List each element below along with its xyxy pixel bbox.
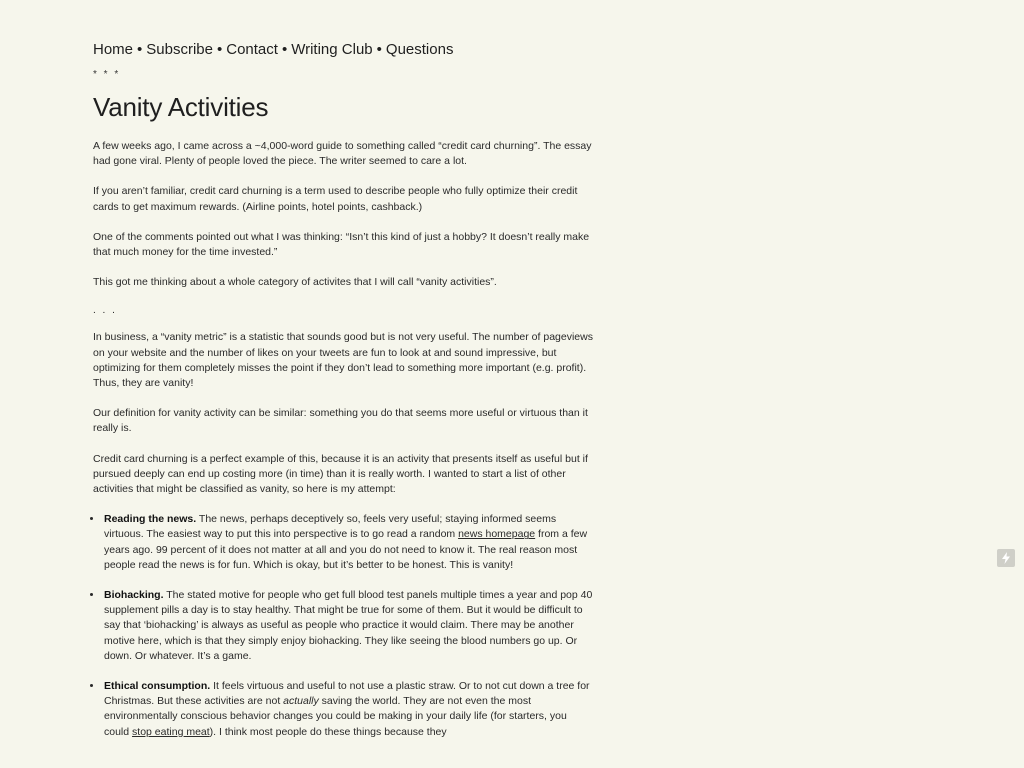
section-divider: * * * [93,69,121,80]
stop-eating-meat-link[interactable]: stop eating meat [132,725,210,738]
article-page [93,40,593,755]
list-item-text: from a few years ago. 99 percent of it does not matter at all and you do not need to know it. The real reason most people read the news is for fun. Which is okay, but it’s better to be honest. This is vanity! [104,528,588,571]
list-item-text: ). I think most people do these things because they [209,725,447,738]
list-item-text: saving the world. They are not even the most environmentally conscious behavior changes you could be making in your daily life (for starters, you could [104,695,567,738]
nav-separator: • [216,41,223,58]
list-item-title: Biohacking. [104,589,164,602]
nav-writing-club-link[interactable]: Writing Club [291,41,373,58]
emphasis-text: actually [283,695,319,708]
paragraph-churning-example: Credit card churning is a perfect example of this, because it is an activity that presents itself as useful but if pursued deeply can end up costing more (in time) than it is really worth. I wanted to start a list of other activities that might be classified as vanity, so here is my attempt: [93,452,588,496]
lightning-bolt-icon [1001,552,1011,564]
list-item-title: Reading the news. [104,513,197,526]
paragraph-definition: If you aren’t familiar, credit card churning is a term used to describe people who fully optimize their credit cards to get maximum rewards. (Airline points, hotel points, cashback.) [93,185,578,213]
top-nav [93,40,593,60]
list-item-text: The stated motive for people who get full blood test panels multiple times a year and pop 40 supplement pills a day is to stay healthy. That might be true for some of them. But it would be difficult to say that ‘biohacking’ is always as useful as people who practice it would claim. There may be another motive here, which is that they simply enjoy biohacking. They like seeing the blood numbers go up. Or down. Or whatever. It’s a game. [104,589,593,662]
nav-contact-link[interactable]: Contact [226,41,278,58]
list-item-ethical-consumption [103,679,593,740]
paragraph-vanity-metric: In business, a “vanity metric” is a statistic that sounds good but is not very useful. The number of pageviews on your website and the number of likes on your tweets are fun to look at and sound impressive, but optimizing for them completely misses the point if they don’t lead to something more important (e.g. profit). Thus, they are vanity! [93,331,593,390]
nav-separator: • [376,41,382,58]
news-homepage-link[interactable]: news homepage [458,528,536,541]
paragraph-intro: A few weeks ago, I came across a ~4,000-word guide to something called “credit card churning”. The essay had gone viral. Plenty of people loved the piece. The writer seemed to care a lot. [93,140,592,168]
nav-questions-link[interactable]: Questions [385,41,454,58]
list-item-text: The news, perhaps deceptively so, feels very useful; staying informed seems virtuous. The easiest way to put this into perspective is to go read a random [104,513,557,541]
nav-subscribe-link[interactable]: Subscribe [146,41,213,58]
vanity-activities-list [93,512,593,740]
nav-home-link[interactable]: Home [93,41,134,58]
nav-separator: • [137,41,143,58]
paragraph-comment: One of the comments pointed out what I was thinking: “Isn’t this kind of just a hobby? It doesn’t really make that much money for the time invested.” [93,230,590,259]
nav-separator: • [281,41,288,58]
list-item-news [103,512,593,573]
page-title: Vanity Activities [93,92,269,122]
section-break: . . . [93,305,117,317]
list-item-biohacking [103,588,593,664]
paragraph-vanity-activity: Our definition for vanity activity can be similar: something you do that seems more useful or virtuous than it really is. [93,407,588,435]
list-item-text: It feels virtuous and useful to not use a plastic straw. Or to not cut down a tree for Christmas. But these activities are not [104,680,590,708]
lightning-bolt-button[interactable] [997,549,1015,567]
list-item-title: Ethical consumption. [104,680,211,693]
paragraph-category: This got me thinking about a whole category of activites that I will call “vanity activities”. [93,276,497,289]
